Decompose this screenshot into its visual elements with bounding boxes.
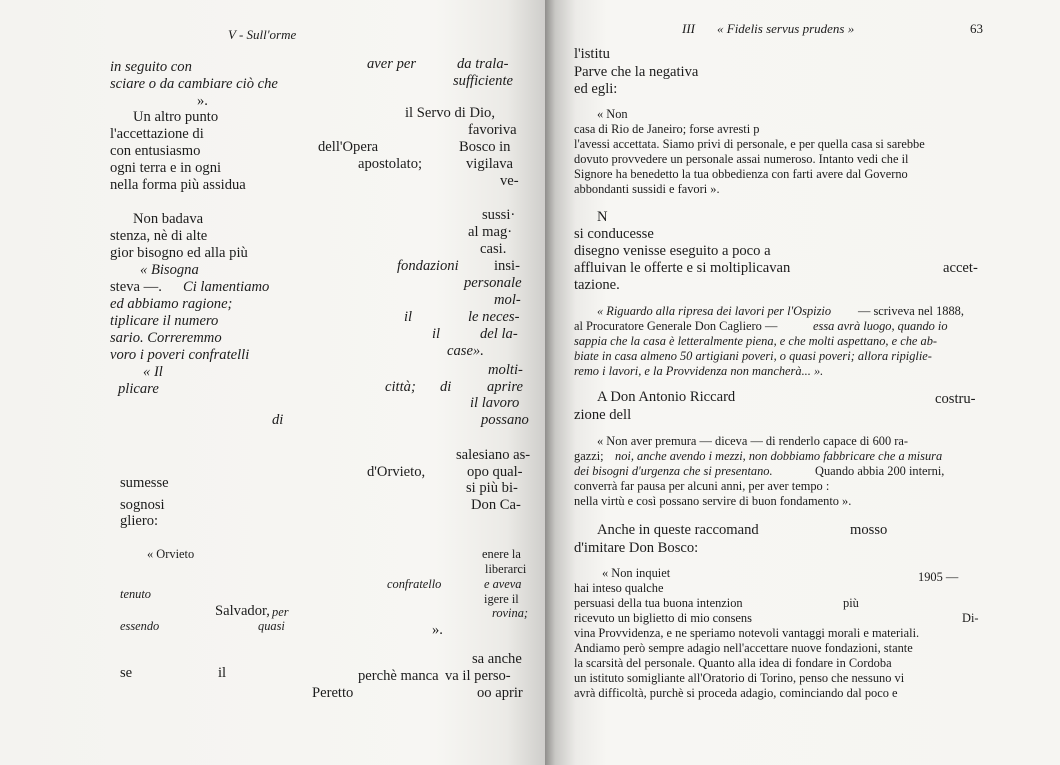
text-line: ve- — [500, 173, 519, 189]
text-line: casi. — [480, 241, 507, 257]
text-line: biate in casa almeno 50 artigiani poveri, o quasi poveri; allora ripiglie- — [574, 349, 932, 363]
text-line: igere il — [484, 592, 519, 606]
text-line: ogni terra e in ogni — [110, 160, 222, 176]
text-line: tenuto — [120, 587, 151, 601]
text-line: il Servo di Dio, — [405, 105, 495, 121]
text-line: steva —. — [110, 279, 162, 295]
text-line: zione dell — [574, 407, 632, 423]
text-line: Don Ca- — [471, 497, 521, 513]
text-line: va il perso- — [445, 668, 511, 684]
text-line: avrà difficoltà, purchè si proceda adagio, cominciando dal poco e — [574, 686, 898, 700]
text-line: città; — [385, 379, 416, 395]
text-line: enere la — [482, 547, 521, 561]
text-line: N — [597, 209, 608, 225]
text-line: perchè manca — [358, 668, 439, 684]
text-line: Ci lamentiamo — [183, 279, 270, 295]
text-line: aver per — [367, 56, 417, 72]
text-line: ed egli: — [574, 81, 618, 97]
text-line: « Orvieto — [147, 547, 195, 561]
text-line: casa di Rio de Janeiro; forse avresti p — [574, 122, 760, 136]
text-line: Quando abbia 200 interni, — [815, 464, 945, 478]
text-line: voro i poveri confratelli — [110, 347, 250, 363]
text-line: Andiamo però sempre adagio nell'accettare nuove fondazioni, stante — [574, 641, 913, 655]
text-line: « Non aver premura — diceva — di renderlo capace di 600 ra- — [597, 434, 909, 448]
text-line: sappia che la casa è letteralmente piena, e che molti aspettano, e che ab- — [574, 334, 938, 348]
text-line: il — [432, 326, 441, 342]
text-line: Salvador, — [215, 603, 270, 619]
text-line: oo aprir — [477, 685, 523, 701]
page-number: 63 — [970, 21, 983, 36]
text-line: apostolato; — [358, 156, 423, 172]
text-line: ». — [197, 93, 208, 109]
text-line: l'accettazione di — [110, 126, 204, 142]
text-line: possano — [481, 412, 529, 428]
text-line: 1905 — — [918, 570, 959, 584]
text-line: case». — [447, 343, 484, 359]
text-line: gior bisogno ed alla più — [110, 245, 248, 261]
text-line: personale — [464, 275, 522, 291]
text-line: per — [272, 605, 289, 619]
text-line: « Il — [143, 364, 163, 380]
text-line: accet- — [943, 260, 978, 276]
text-line: con entusiasmo — [110, 143, 201, 159]
text-line: se — [120, 665, 133, 681]
text-line: sognosi — [120, 497, 165, 513]
text-line: d'Orvieto, — [367, 464, 426, 480]
text-line: da trala- — [457, 56, 509, 72]
text-line: nella forma più assidua — [110, 177, 246, 193]
text-line: gliero: — [120, 513, 159, 529]
text-line: nella virtù e così possano servire di buon fondamento ». — [574, 494, 852, 508]
text-line: Un altro punto — [133, 109, 219, 125]
text-line: mosso — [850, 522, 888, 538]
text-line: si conducesse — [574, 226, 654, 242]
text-line: Signore ha benedetto la tua obbedienza con farti avere dal Governo — [574, 167, 908, 181]
text-line: vina Provvidenza, e ne speriamo notevoli vantaggi morali e materiali. — [574, 626, 920, 640]
running-head: V - Sull'orme — [228, 27, 297, 42]
text-line: hai inteso qualche — [574, 581, 664, 595]
text-line: quasi — [258, 619, 285, 633]
text-line: di — [272, 412, 284, 428]
text-line: vigilava — [466, 156, 514, 172]
text-line: ed abbiamo ragione; — [110, 296, 233, 312]
text-line: il lavoro — [470, 395, 520, 411]
text-line: un istituto somigliante all'Oratorio di Torino, penso che nessuno vi — [574, 671, 905, 685]
text-line: molti- — [488, 362, 523, 378]
text-line: ». — [432, 622, 443, 638]
text-line: opo qual- — [467, 464, 523, 480]
text-line: Bosco in — [459, 139, 511, 155]
text-line: di — [440, 379, 452, 395]
text-line: plicare — [118, 381, 159, 397]
running-head-title: « Fidelis servus prudens » — [717, 21, 855, 36]
text-line: « Non — [597, 107, 628, 121]
text-line: dovuto provvedere un personale assai numeroso. Intanto vedi che il — [574, 152, 909, 166]
text-line: insi- — [494, 258, 520, 274]
text-line: l'avessi accettata. Siamo privi di personale, e per quella casa si sarebbe — [574, 137, 925, 151]
text-line: Anche in queste raccomand — [597, 522, 759, 538]
text-line: sumesse — [120, 475, 169, 491]
text-line: « Non inquiet — [602, 566, 671, 580]
text-line: tazione. — [574, 277, 620, 293]
text-line: il — [218, 665, 227, 681]
text-line: confratello — [387, 577, 442, 591]
text-line: Peretto — [312, 685, 354, 701]
text-line: mol- — [494, 292, 521, 308]
text-line: l'istitu — [574, 46, 610, 62]
text-line: sario. Correremmo — [110, 330, 222, 346]
text-line: gazzi; — [574, 449, 604, 463]
text-line: la scarsità del personale. Quanto alla idea di fondare in Cordoba — [574, 656, 892, 670]
text-line: tiplicare il numero — [110, 313, 219, 329]
text-line: stenza, nè di alte — [110, 228, 208, 244]
text-line: fondazioni — [397, 258, 459, 274]
text-line: costru- — [935, 391, 976, 407]
text-line: disegno venisse eseguito a poco a — [574, 243, 771, 259]
text-line: sa anche — [472, 651, 522, 667]
text-line: essa avrà luogo, quando io — [813, 319, 948, 333]
text-line: abbondanti sussidi e favori ». — [574, 182, 720, 196]
text-line: si più bi- — [466, 480, 518, 496]
running-head-chapter: III — [682, 21, 695, 36]
text-line: « Riguardo alla ripresa dei lavori per l'Ospizio — [597, 304, 832, 318]
text-line: in seguito con — [110, 59, 192, 75]
text-line: essendo — [120, 619, 160, 633]
text-line: converrà far pausa per alcuni anni, per aver tempo : — [574, 479, 830, 493]
text-line: A Don Antonio Riccard — [597, 389, 736, 405]
text-line: ricevuto un biglietto di mio consens — [574, 611, 752, 625]
text-line: affluivan le offerte e si moltiplicavan — [574, 260, 791, 276]
text-line: remo i lavori, e la Provvidenza non mancherà... ». — [574, 364, 824, 378]
text-line: « Bisogna — [140, 262, 199, 278]
text-line: aprire — [487, 379, 523, 395]
text-line: dei bisogni d'urgenza che si presentano. — [574, 464, 773, 478]
text-line: favoriva — [468, 122, 517, 138]
text-line: le neces- — [468, 309, 520, 325]
text-line: il — [404, 309, 413, 325]
text-line: e aveva — [484, 577, 522, 591]
text-line: noi, anche avendo i mezzi, non dobbiamo fabbricare che a misura — [615, 449, 943, 463]
text-line: Di- — [962, 611, 979, 625]
text-line: — scriveva nel 1888, — [858, 304, 964, 318]
text-line: Non badava — [133, 211, 204, 227]
text-line: al mag· — [468, 224, 513, 240]
text-line: dell'Opera — [318, 139, 379, 155]
text-line: più — [843, 596, 859, 610]
text-line: del la- — [480, 326, 518, 342]
text-line: sussi· — [482, 207, 516, 223]
text-line: Parve che la negativa — [574, 64, 699, 80]
text-line: liberarci — [485, 562, 527, 576]
text-line: salesiano as- — [456, 447, 531, 463]
text-line: persuasi della tua buona intenzion — [574, 596, 743, 610]
text-line: sciare o da cambiare ciò che — [110, 76, 278, 92]
text-line: sufficiente — [453, 73, 513, 89]
text-line: d'imitare Don Bosco: — [574, 540, 699, 556]
right-page — [545, 0, 1060, 765]
text-line: al Procuratore Generale Don Cagliero — — [574, 319, 778, 333]
text-line: rovina; — [492, 606, 529, 620]
